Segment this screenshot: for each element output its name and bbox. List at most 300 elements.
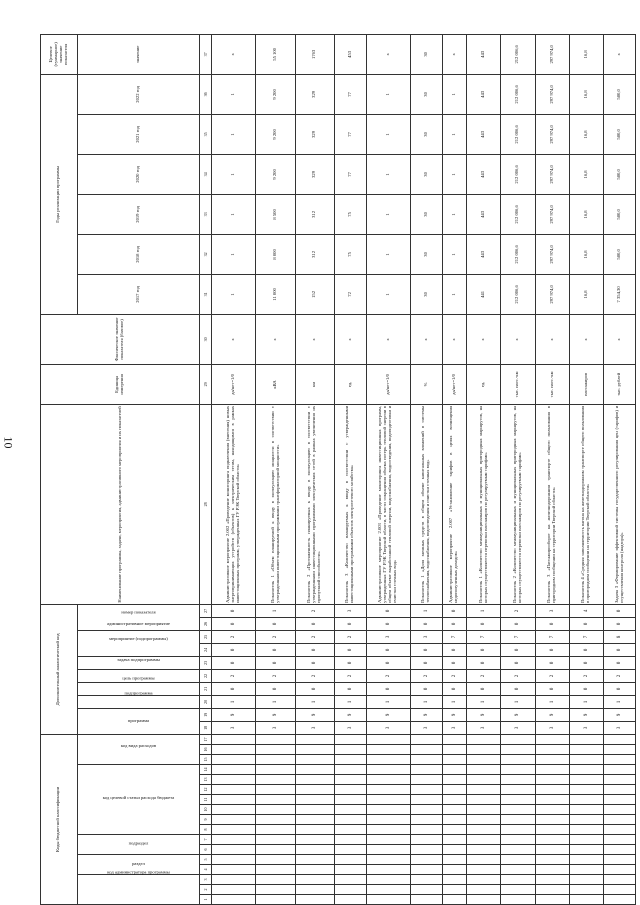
budget-code-cell (501, 845, 535, 855)
analytic-code-digit: 0 (569, 643, 603, 656)
budget-code-cell (442, 825, 466, 835)
analytic-code-digit: 1 (334, 695, 366, 708)
budget-code-cell (604, 755, 636, 765)
budget-code-cell (334, 795, 366, 805)
budget-code-cell (334, 734, 366, 744)
row-base-value: х (366, 314, 410, 364)
row-year-value: 72 (334, 274, 366, 314)
budget-code-cell (442, 835, 466, 845)
budget-code-cell (256, 734, 295, 744)
row-base-value: х (442, 314, 466, 364)
row-name: Показатель 2 «Количество межмуниципальных и муниципальных пригородных маршрутов, на которых осуществляются перевозки пассажиров по регулируемым тарифам» (501, 404, 535, 604)
column-number: 6 (200, 845, 212, 855)
column-number: 19 (200, 708, 212, 721)
analytic-code-digit: 0 (501, 656, 535, 669)
analytic-code-digit: 0 (501, 682, 535, 695)
budget-code-cell (569, 755, 603, 765)
header-year-3: 2019 год (77, 194, 199, 234)
analytic-code-digit: 3 (501, 721, 535, 734)
analytic-code-digit: 2 (256, 630, 295, 643)
budget-code-cell (256, 825, 295, 835)
budget-code-cell (366, 755, 410, 765)
analytic-code-digit: 0 (442, 682, 466, 695)
column-number: 14 (200, 765, 212, 775)
row-year-value: 1 (212, 194, 256, 234)
header-name: Наименование программы, задачи, мероприятия, административного мероприятия и их показателей (41, 404, 200, 604)
analytic-code-digit: 3 (256, 721, 295, 734)
table-row (442, 34, 466, 904)
budget-code-cell (366, 775, 410, 785)
row-year-value: 8 000 (256, 234, 295, 274)
table-row (410, 34, 442, 904)
column-number: 23 (200, 656, 212, 669)
budget-code-cell (334, 805, 366, 815)
budget-code-cell (410, 835, 442, 845)
header-year-4: 2020 год (77, 154, 199, 194)
budget-code-cell (604, 865, 636, 875)
table-row (535, 34, 569, 904)
budget-code-cell (410, 845, 442, 855)
header-section: раздел (77, 855, 199, 875)
table-row (366, 34, 410, 904)
budget-code-cell (569, 885, 603, 895)
row-name: Задача 3 «Формирование эффективной системы государственного регулирования цен (тарифов) и осуществления контроля (надзора)» (604, 404, 636, 604)
analytic-code-digit: 0 (295, 682, 334, 695)
row-name: Административное мероприятие 2.007 «Установление тарифов в целях возмещения недополученных доходов» (442, 404, 466, 604)
budget-code-cell (535, 895, 569, 905)
analytic-code-digit: 0 (466, 682, 500, 695)
budget-code-cell (212, 795, 256, 805)
row-unit: да/нет=1/0 (442, 364, 466, 404)
row-target-value: 30 (410, 34, 442, 74)
program-indicator-table (40, 34, 636, 905)
budget-code-cell (410, 895, 442, 905)
budget-code-cell (366, 825, 410, 835)
header-year-5: 2021 год (77, 114, 199, 154)
budget-code-cell (501, 765, 535, 775)
budget-code-cell (604, 815, 636, 825)
analytic-code-digit: 0 (256, 682, 295, 695)
budget-code-cell (466, 855, 500, 865)
row-base-value: х (334, 314, 366, 364)
budget-code-cell (366, 865, 410, 875)
row-year-value: 16,8 (569, 194, 603, 234)
budget-code-cell (535, 745, 569, 755)
table-row (295, 34, 334, 904)
analytic-code-digit: 9 (569, 708, 603, 721)
budget-code-cell (442, 734, 466, 744)
analytic-code-digit: 2 (256, 669, 295, 682)
budget-code-cell (535, 775, 569, 785)
budget-code-cell (366, 875, 410, 885)
analytic-code-digit: 1 (295, 695, 334, 708)
row-year-value: 1 (366, 154, 410, 194)
budget-code-cell (334, 755, 366, 765)
analytic-code-digit: 2 (366, 669, 410, 682)
row-base-value: х (466, 314, 500, 364)
header-subprogram: подпрограмма (77, 695, 199, 708)
analytic-code-digit: 0 (442, 604, 466, 617)
budget-code-cell (256, 755, 295, 765)
analytic-code-digit: 0 (501, 617, 535, 630)
analytic-code-digit: 0 (535, 617, 569, 630)
row-year-value: 1 (442, 234, 466, 274)
budget-code-cell (334, 775, 366, 785)
budget-code-cell (410, 865, 442, 875)
row-year-value: 1 (366, 274, 410, 314)
budget-code-cell (256, 785, 295, 795)
budget-code-cell (442, 855, 466, 865)
row-target-value: х (604, 34, 636, 74)
row-year-value: 297 974,0 (535, 274, 569, 314)
analytic-code-digit: 7 (442, 630, 466, 643)
header-years: Годы реализации программы (41, 74, 78, 314)
row-year-value: 75 (334, 234, 366, 274)
row-base-value: х (410, 314, 442, 364)
budget-code-cell (410, 875, 442, 885)
header-program: программа (77, 708, 199, 734)
budget-code-cell (410, 765, 442, 775)
row-year-value: 8 500 (256, 194, 295, 234)
budget-code-cell (366, 795, 410, 805)
column-number: 17 (200, 734, 212, 744)
budget-code-cell (334, 765, 366, 775)
analytic-code-digit: 1 (569, 695, 603, 708)
column-number: 30 (200, 314, 212, 364)
analytic-code-digit: 0 (535, 682, 569, 695)
budget-code-cell (501, 835, 535, 845)
budget-code-cell (256, 855, 295, 865)
row-year-value: 443 (466, 234, 500, 274)
header-year-2: 2018 год (77, 234, 199, 274)
budget-code-cell (466, 734, 500, 744)
column-number: 7 (200, 835, 212, 845)
row-year-value: 580,0 (604, 114, 636, 154)
analytic-code-digit: 1 (366, 695, 410, 708)
budget-code-cell (466, 745, 500, 755)
budget-code-cell (334, 865, 366, 875)
row-unit: км (295, 364, 334, 404)
row-year-value: 580,0 (604, 194, 636, 234)
budget-code-cell (535, 765, 569, 775)
analytic-code-digit: 3 (295, 721, 334, 734)
budget-code-cell (466, 865, 500, 875)
budget-code-cell (410, 734, 442, 744)
analytic-code-digit: 0 (410, 656, 442, 669)
row-year-value: 580,0 (604, 154, 636, 194)
budget-code-cell (212, 865, 256, 875)
analytic-code-digit: 0 (501, 643, 535, 656)
budget-code-cell (410, 795, 442, 805)
row-year-value: 77 (334, 74, 366, 114)
budget-code-cell (212, 845, 256, 855)
header-measure: мероприятие (подпрограммы) (77, 656, 199, 669)
budget-code-cell (442, 875, 466, 885)
column-number: 15 (200, 755, 212, 765)
column-number: 16 (200, 745, 212, 755)
row-base-value: х (604, 314, 636, 364)
budget-code-cell (366, 885, 410, 895)
row-year-value: 297 974,0 (535, 114, 569, 154)
budget-code-cell (604, 745, 636, 755)
budget-code-cell (295, 795, 334, 805)
analytic-code-digit: 0 (295, 617, 334, 630)
column-number: 13 (200, 775, 212, 785)
row-year-value: 1 (442, 114, 466, 154)
analytic-code-digit: 0 (410, 643, 442, 656)
budget-code-cell (604, 885, 636, 895)
row-year-value: 152 (295, 274, 334, 314)
table-row (466, 34, 500, 904)
row-year-value: 1 (212, 74, 256, 114)
budget-code-cell (442, 785, 466, 795)
header-analytic-code: Дополнительный аналитический код (41, 604, 78, 734)
budget-code-cell (442, 755, 466, 765)
budget-code-cell (535, 805, 569, 815)
budget-code-cell (295, 895, 334, 905)
column-number: 33 (200, 194, 212, 234)
budget-code-cell (604, 734, 636, 744)
row-unit: тыс. рублей (604, 364, 636, 404)
budget-code-cell (295, 845, 334, 855)
analytic-code-digit: 2 (410, 669, 442, 682)
row-base-value: х (569, 314, 603, 364)
row-unit: кВА (256, 364, 295, 404)
budget-code-cell (334, 825, 366, 835)
header-base-year: Фактическое значение показателя (базовое) (41, 314, 200, 364)
budget-code-cell (410, 755, 442, 765)
analytic-code-digit: 0 (334, 656, 366, 669)
budget-code-cell (501, 865, 535, 875)
budget-code-cell (466, 755, 500, 765)
row-year-value: 297 974,0 (535, 74, 569, 114)
budget-code-cell (334, 835, 366, 845)
row-year-value: 1 (442, 154, 466, 194)
budget-code-cell (466, 845, 500, 855)
column-number: 1 (200, 895, 212, 905)
budget-code-cell (212, 775, 256, 785)
row-year-value: 580,0 (604, 74, 636, 114)
budget-code-cell (442, 865, 466, 875)
budget-code-cell (604, 805, 636, 815)
row-year-value: 1 (212, 154, 256, 194)
analytic-code-digit: 0 (212, 682, 256, 695)
budget-code-cell (334, 845, 366, 855)
row-year-value: 16,8 (569, 114, 603, 154)
header-target: Целевое (суммарное) значение показателя (41, 34, 78, 74)
analytic-code-digit: 1 (466, 695, 500, 708)
analytic-code-digit: 0 (256, 656, 295, 669)
budget-code-cell (604, 775, 636, 785)
budget-code-cell (466, 885, 500, 895)
analytic-code-digit: 4 (569, 604, 603, 617)
budget-code-cell (569, 775, 603, 785)
budget-code-cell (442, 895, 466, 905)
analytic-code-digit: 0 (212, 643, 256, 656)
budget-code-cell (569, 845, 603, 855)
row-unit: да/нет=1/0 (366, 364, 410, 404)
header-year-1: 2017 год (77, 274, 199, 314)
budget-code-cell (295, 785, 334, 795)
budget-code-cell (212, 885, 256, 895)
row-year-value: 329 (295, 154, 334, 194)
analytic-code-digit: 9 (334, 708, 366, 721)
column-number-row (200, 34, 212, 904)
row-name: Административное мероприятие 2.003 «Проведение мониторинга инвестиционных программ, утвержденных ГУ РЭК Тверской области, в части сокращения объема потерь тепловой энергии в общем объеме выработанной тепловой энергии, водоснабжения, водоотведения, водоподготовки и очистки сточных вод» (366, 404, 410, 604)
row-year-value: 443 (466, 74, 500, 114)
table-row (501, 34, 535, 904)
analytic-code-digit: 0 (366, 643, 410, 656)
budget-code-cell (466, 815, 500, 825)
row-year-value: 212 006,6 (501, 274, 535, 314)
row-year-value: 77 (334, 114, 366, 154)
budget-code-cell (295, 734, 334, 744)
table-row (569, 34, 603, 904)
row-year-value: 212 006,6 (501, 194, 535, 234)
budget-code-cell (256, 875, 295, 885)
budget-code-cell (256, 885, 295, 895)
analytic-code-digit: 3 (334, 721, 366, 734)
analytic-code-digit: 0 (334, 682, 366, 695)
row-name: Показатель 1 «Доля заемных средств в общем объеме капитальных вложений в системы теплоснабжения, водоснабжения, водоотведения и очистки сточных вод» (410, 404, 442, 604)
budget-code-cell (569, 855, 603, 865)
analytic-code-digit: 0 (442, 643, 466, 656)
budget-code-cell (366, 785, 410, 795)
analytic-code-digit: 9 (366, 708, 410, 721)
analytic-code-digit: 0 (410, 682, 442, 695)
row-year-value: 16,8 (569, 274, 603, 314)
budget-code-cell (442, 845, 466, 855)
row-year-value: 16,8 (569, 234, 603, 274)
analytic-code-digit: 9 (466, 708, 500, 721)
budget-code-cell (334, 745, 366, 755)
analytic-code-digit: 3 (535, 721, 569, 734)
column-number: 21 (200, 682, 212, 695)
budget-code-cell (604, 765, 636, 775)
budget-code-cell (569, 734, 603, 744)
row-target-value: 453 (334, 34, 366, 74)
budget-code-cell (569, 835, 603, 845)
budget-code-cell (295, 775, 334, 785)
analytic-code-digit: 3 (212, 721, 256, 734)
analytic-code-digit: 0 (334, 643, 366, 656)
row-year-value: 443 (466, 154, 500, 194)
analytic-code-digit: 0 (334, 617, 366, 630)
row-year-value: 30 (410, 274, 442, 314)
analytic-code-digit: 0 (256, 643, 295, 656)
row-year-value: 9 200 (256, 114, 295, 154)
row-year-value: 312 (295, 234, 334, 274)
analytic-code-digit: 0 (442, 617, 466, 630)
row-year-value: 1 (366, 234, 410, 274)
analytic-code-digit: 0 (604, 643, 636, 656)
analytic-code-digit: 0 (604, 617, 636, 630)
budget-code-cell (212, 734, 256, 744)
budget-code-cell (295, 805, 334, 815)
header-expense-type: код вида расходов (77, 734, 199, 764)
analytic-code-digit: 0 (604, 604, 636, 617)
budget-code-cell (466, 835, 500, 845)
budget-code-cell (295, 815, 334, 825)
row-unit: тыс. пасс.-км (501, 364, 535, 404)
header-admin-measure: административное мероприятие (77, 630, 199, 656)
column-number: 11 (200, 795, 212, 805)
row-year-value: 1 (212, 274, 256, 314)
budget-code-cell (334, 855, 366, 865)
row-year-value: 212 006,6 (501, 74, 535, 114)
row-unit: пассажиров (569, 364, 603, 404)
budget-code-cell (295, 835, 334, 845)
budget-code-cell (295, 855, 334, 865)
row-year-value: 1 (212, 114, 256, 154)
analytic-code-digit: 2 (604, 669, 636, 682)
budget-code-cell (535, 875, 569, 885)
row-unit: ед. (334, 364, 366, 404)
row-year-value: 312 (295, 194, 334, 234)
budget-code-cell (410, 775, 442, 785)
budget-code-cell (334, 785, 366, 795)
row-year-value: 212 006,6 (501, 114, 535, 154)
header-unit: Единица измерения (41, 364, 200, 404)
header-year-6: 2022 год (77, 74, 199, 114)
row-target-value: 1763 (295, 34, 334, 74)
budget-code-cell (569, 785, 603, 795)
header-goal-program: цель программы (77, 682, 199, 695)
analytic-code-digit: 3 (410, 721, 442, 734)
row-year-value: 443 (466, 194, 500, 234)
budget-code-cell (334, 815, 366, 825)
budget-code-cell (295, 745, 334, 755)
analytic-code-digit: 0 (410, 617, 442, 630)
budget-code-cell (535, 795, 569, 805)
budget-code-cell (604, 895, 636, 905)
row-target-value: 212 006,6 (501, 34, 535, 74)
column-number: 32 (200, 234, 212, 274)
analytic-code-digit: 2 (212, 630, 256, 643)
row-base-value: х (256, 314, 295, 364)
row-year-value: 1 (212, 234, 256, 274)
budget-code-cell (256, 835, 295, 845)
analytic-code-digit: 2 (501, 604, 535, 617)
budget-code-cell (535, 825, 569, 835)
analytic-code-digit: 1 (466, 604, 500, 617)
budget-code-cell (366, 805, 410, 815)
budget-code-cell (410, 805, 442, 815)
table-row (604, 34, 636, 904)
budget-code-cell (535, 734, 569, 744)
analytic-code-digit: 3 (410, 630, 442, 643)
row-year-value: 297 974,0 (535, 154, 569, 194)
budget-code-cell (604, 835, 636, 845)
budget-code-cell (295, 755, 334, 765)
budget-code-cell (212, 745, 256, 755)
analytic-code-digit: 0 (366, 604, 410, 617)
budget-code-cell (604, 825, 636, 835)
budget-code-cell (569, 815, 603, 825)
analytic-code-digit: 0 (604, 656, 636, 669)
row-target-value: 16,8 (569, 34, 603, 74)
budget-code-cell (334, 895, 366, 905)
budget-code-cell (212, 825, 256, 835)
budget-code-cell (295, 885, 334, 895)
row-unit: да/нет=1/0 (212, 364, 256, 404)
row-year-value: 1 (442, 274, 466, 314)
budget-code-cell (212, 815, 256, 825)
budget-code-cell (535, 845, 569, 855)
header-expense-target: код целевой статьи расхода бюджета (77, 765, 199, 835)
analytic-code-digit: 2 (334, 669, 366, 682)
budget-code-cell (442, 745, 466, 755)
